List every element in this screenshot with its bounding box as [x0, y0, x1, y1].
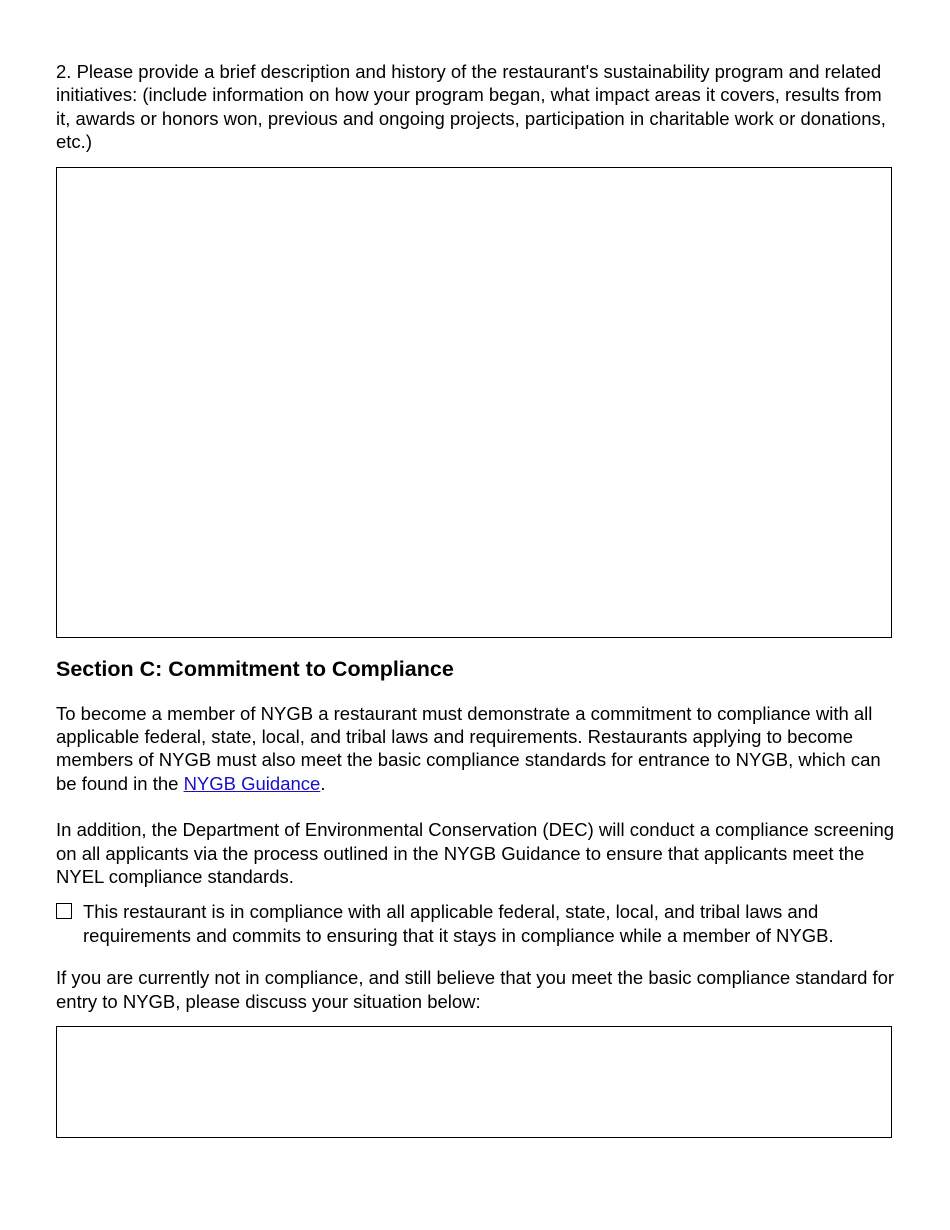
compliance-checkbox[interactable]	[56, 903, 72, 919]
sustainability-description-field[interactable]	[56, 167, 892, 638]
compliance-checkbox-row[interactable]	[56, 900, 896, 947]
compliance-checkbox-label: This restaurant is in compliance with all applicable federal, state, local, and tribal laws and requirements and commits to ensuring that it stays in compliance while a member of NYGB.	[83, 901, 834, 946]
compliance-intro-text: To become a member of NYGB a restaurant must demonstrate a commitment to compliance with all applicable federal, state, local, and tribal laws and requirements. Restaurants applying to become members of NYGB must also meet the basic compliance standards for entrance to NYGB, which can be found in the	[56, 702, 881, 794]
nygb-guidance-link[interactable]: NYGB Guidance	[183, 772, 321, 794]
form-page	[56, 60, 896, 1138]
section-c-title: Section C: Commitment to Compliance	[56, 656, 454, 681]
question-2-text: 2. Please provide a brief description and history of the restaurant's sustainability program and related initiatives: (include information on how your program began, what impact areas it covers, results from it, awards or honors won, previous and ongoing projects, participation in charitable work or donations, etc.)	[56, 61, 886, 153]
compliance-intro-end: .	[320, 772, 326, 794]
compliance-intro-paragraph	[56, 702, 896, 796]
dec-screening-paragraph: In addition, the Department of Environmental Conservation (DEC) will conduct a compliance screening on all applicants via the process outlined in the NYGB Guidance to ensure that applicants meet the NYEL compliance standards.	[56, 819, 895, 888]
non-compliance-prompt: If you are currently not in compliance, and still believe that you meet the basic compliance standard for entry to NYGB, please discuss your situation below:	[56, 967, 895, 1012]
non-compliance-discussion-field[interactable]	[56, 1026, 892, 1138]
